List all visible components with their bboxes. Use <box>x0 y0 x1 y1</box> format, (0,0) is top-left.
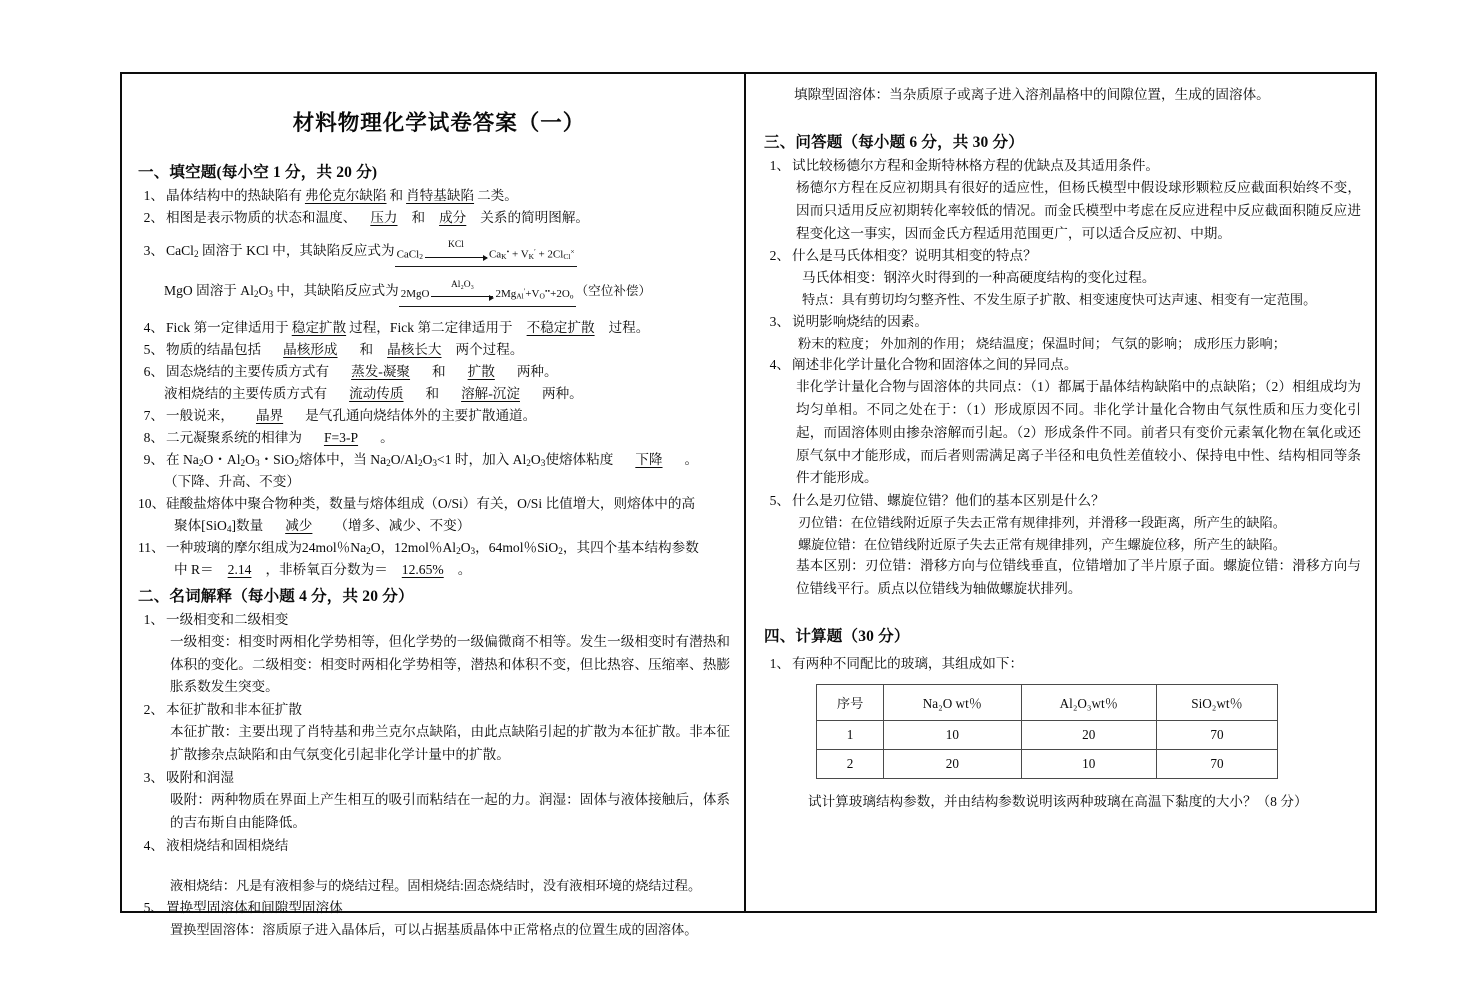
fill-item-5-mid: 和 <box>359 341 374 357</box>
fill-item-10-line1: 硅酸盐熔体中聚合物种类，数量与熔体组成（O/Si）有关，O/Si 比值增大，则熔体中的高 <box>166 495 696 511</box>
fill-item-11-line2 <box>138 559 730 581</box>
term-item-2-number: 2、 <box>143 702 164 718</box>
qa-item-1-question: 试比较杨德尔方程和金斯特林格方程的优缺点及其适用条件。 <box>792 157 1160 173</box>
fill-item-9-answer-1: 下降 <box>635 451 663 467</box>
fill-item-10 <box>138 493 730 515</box>
fill-item-10-line2-post: （增多、减少、不变） <box>334 517 471 533</box>
term-item-5-continuation: 填隙型固溶体：当杂质原子或离子进入溶剂晶格中的间隙位置，生成的固溶体。 <box>794 87 1270 102</box>
term-item-4 <box>138 835 730 857</box>
fill-item-1-post: 二类。 <box>477 188 518 204</box>
term-item-2-term: 本征扩散和非本征扩散 <box>166 702 302 718</box>
fill-item-11-answer-nbo: 12.65% <box>401 561 444 577</box>
fill-item-11-line1-c: O <box>460 539 471 555</box>
fill-item-7 <box>138 405 730 427</box>
eq1-left-sub: 2 <box>419 251 423 261</box>
calc-item-1-tail: 试计算玻璃结构参数，并由结构参数说明该两种玻璃在高温下黏度的大小？（8 分） <box>808 793 1308 809</box>
table-header-row <box>817 684 1278 720</box>
fill-item-11-line2-post: 。 <box>457 561 472 577</box>
fill-item-9: 9、 在 $Na_2O$・$Al_2O_3$・SiO$_2$熔体中，当 $Na_2O/Al_2O_3<1$ 时，加入 $Al_2O_3$使熔体粘度 下降 。 <box>138 449 730 471</box>
fill-item-11-line1-d: ，64mol％SiO <box>475 539 559 555</box>
fill-item-10-line2-pre: 聚体[SiO <box>174 517 227 533</box>
fill-item-9-pre-i: O <box>530 451 541 467</box>
fill-item-8-pre: 二元凝聚系统的相律为 <box>166 429 302 445</box>
fill-item-2-mid: 和 <box>411 210 426 226</box>
fill-item-10-answer-1: 减少 <box>285 517 313 533</box>
table-cell-index: 2 <box>817 749 884 778</box>
section-heading-terminology: 二、名词解释（每小题 4 分，共 20 分） <box>138 587 414 605</box>
fill-item-1 <box>138 185 730 207</box>
fill-item-9-line2: （下降、升高、不变） <box>164 473 300 489</box>
fill-item-11-line1-b: O，12mol％Al <box>370 539 457 555</box>
fill-item-6-line2-answer-1: 流动传质 <box>349 385 404 401</box>
term-item-3-number: 3、 <box>143 769 164 785</box>
term-item-5-answer: 置换型固溶体：溶质原子进入晶体后，可以占据基质晶体中正常格点的位置生成的固溶体。 <box>170 921 698 937</box>
fill-item-11-answer-r: 2.14 <box>227 561 252 577</box>
fill-item-3-lead-a: CaCl <box>166 243 194 259</box>
term-item-1-number: 1、 <box>143 611 164 627</box>
glass-composition-table-wrapper <box>764 684 1361 779</box>
mgo-lead-a: MgO 固溶于 Al <box>164 282 254 298</box>
term-item-3 <box>138 767 730 789</box>
qa-item-5-answer-line1: 刃位错：在位错线附近原子失去正常有规律排列，并滑移一段距离，所产生的缺陷。 <box>798 515 1286 531</box>
fill-item-3-line2 <box>138 279 730 307</box>
table-cell-index: 1 <box>817 720 884 749</box>
fill-item-6-line2-mid: 和 <box>425 385 440 401</box>
fill-item-3-lead-a-sub: 2 <box>193 249 199 260</box>
table-cell-na2o: 20 <box>884 749 1021 778</box>
fill-item-8-answer-1: F=3-P <box>323 429 359 445</box>
fill-item-9-pre-c: O <box>245 451 255 467</box>
qa-item-5-answer-line2: 螺旋位错：在位错线附近原子失去正常有规律排列，产生螺旋位移，所产生的缺陷。 <box>798 536 1286 552</box>
qa-item-2-question: 什么是马氏体相变？说明其相变的特点？ <box>792 248 1037 264</box>
spacer-term-4 <box>138 857 730 875</box>
qa-item-4-answer: 非化学计量化合物与固溶体的共同点：（1）都属于晶体结构缺陷中的点缺陷；（2）相组成均为均匀单相。不同之处在于：（1）形成原因不同。非化学计量化合物由气氛性质和压力变化引起，而固溶体则由掺杂溶解而引起。（2）形成条件不同。前者只有变价元素氧化物在氧化或还原气氛中才能形成，而后者则需满足离子半径和电负性差值较小、保持电中性、结构相同等条件才能形成。 <box>796 379 1361 486</box>
section-heading-short-answer: 三、问答题（每小题 6 分，共 30 分） <box>764 133 1024 151</box>
fill-item-11-line2-mid: ，非桥氧百分数为＝ <box>265 561 388 577</box>
fill-item-11-line2-pre: 中 R＝ <box>174 561 214 577</box>
mgo-lead-c: 中，其缺陷反应式为 <box>276 282 399 298</box>
fill-item-8 <box>138 427 730 449</box>
fill-item-3-number: 3、 <box>143 243 164 259</box>
table-header-al2o3: Al₂O₃wt％ <box>1021 684 1156 720</box>
left-column <box>122 74 746 937</box>
fill-item-9-pre-b: O・Al <box>203 451 241 467</box>
table-row <box>817 720 1278 749</box>
fill-item-4-answer-1: 稳定扩散 <box>291 319 347 335</box>
qa-item-4-question: 阐述非化学计量化合物和固溶体之间的异同点。 <box>792 357 1078 373</box>
term-item-2 <box>138 699 730 721</box>
fill-item-11-number: 11、 <box>138 539 165 555</box>
term-item-5-number: 5、 <box>143 899 164 915</box>
fill-item-7-pre: 一般说来， <box>166 407 234 423</box>
fill-item-9-pre-h: <1 时，加入 Al <box>437 451 527 467</box>
fill-item-1-answer-2: 肖特基缺陷 <box>406 188 475 204</box>
qa-item-3-question: 说明影响烧结的因素。 <box>792 313 928 329</box>
fill-item-2-answer-1: 压力 <box>370 210 398 226</box>
qa-item-5 <box>764 490 1361 512</box>
table-cell-na2o: 10 <box>884 720 1021 749</box>
table-cell-sio2: 70 <box>1157 720 1278 749</box>
eq1-right: Ca <box>488 248 502 261</box>
term-item-1-answer: 一级相变：相变时两相化学势相等，但化学势的一级偏微商不相等。发生一级相变时有潜热和体积的变化。二级相变：相变时两相化学势相等，潜热和体积不变，但比热容、压缩率、热膨胀系数发生突变。 <box>170 633 730 695</box>
fill-item-7-answer-1: 晶界 <box>255 407 284 423</box>
fill-item-4 <box>138 317 730 339</box>
calc-item-1 <box>764 653 1361 675</box>
fill-item-6-number: 6、 <box>143 363 164 379</box>
table-cell-al2o3: 10 <box>1021 749 1156 778</box>
qa-item-4 <box>764 354 1361 376</box>
table-cell-sio2: 70 <box>1157 749 1278 778</box>
fill-item-4-pre: Fick 第一定律适用于 <box>166 319 289 335</box>
fill-item-2 <box>138 207 730 229</box>
fill-item-11-line1-a: 一种玻璃的摩尔组成为24mol％Na <box>166 539 367 555</box>
term-item-4-answer: 液相烧结：凡是有液相参与的烧结过程。固相烧结:固态烧结时，没有液相环境的烧结过程。 <box>170 877 702 893</box>
qa-item-3 <box>764 311 1361 333</box>
fill-item-4-answer-2: 不稳定扩散 <box>526 319 595 335</box>
fill-item-9-pre-a: 在 Na <box>166 451 199 467</box>
fill-item-8-number: 8、 <box>143 429 164 445</box>
exam-paper-frame <box>120 72 1377 937</box>
qa-item-5-question: 什么是刃位错、螺旋位错？他们的基本区别是什么？ <box>792 493 1105 509</box>
term-item-5-term: 置换型固溶体和间隙型固溶体 <box>166 899 343 915</box>
table-header-na2o: Na₂O wt％ <box>884 684 1021 720</box>
term-item-1 <box>138 609 730 631</box>
eq2-arrow-label: Al₂O₃ <box>450 280 474 291</box>
fill-item-1-number: 1、 <box>143 188 164 204</box>
fill-item-3-lead-b: 固溶于 KCl 中，其缺陷反应式为 <box>201 243 395 259</box>
fill-item-2-answer-2: 成分 <box>439 210 467 226</box>
qa-item-3-answer: 粉末的粒度； 外加剂的作用； 烧结温度；保温时间； 气氛的影响； 成形压力影响； <box>798 335 1286 351</box>
table-cell-al2o3: 20 <box>1021 720 1156 749</box>
term-item-1-term: 一级相变和二级相变 <box>166 611 289 627</box>
qa-item-5-answer-line3: 基本区别：刃位错：滑移方向与位错线垂直，位错增加了半片原子面。螺旋位错：滑移方向与位错线平行。质点以位错线为轴做螺旋状排列。 <box>796 558 1361 596</box>
glass-composition-table <box>816 684 1278 779</box>
fill-item-4-mid: 过程，Fick 第二定律适用于 <box>349 319 513 335</box>
eq1-arrow-icon <box>425 239 487 262</box>
term-item-3-term: 吸附和润湿 <box>166 769 234 785</box>
qa-item-2 <box>764 245 1361 267</box>
eq1-left: CaCl <box>396 248 420 261</box>
fill-item-7-post: 是气孔通向烧结体外的主要扩散通道。 <box>305 407 537 423</box>
table-row <box>817 749 1278 778</box>
fill-item-6-pre: 固态烧结的主要传质方式有 <box>166 363 330 379</box>
fill-item-5-post: 两个过程。 <box>455 341 524 357</box>
fill-item-6 <box>138 361 730 383</box>
fill-item-5-answer-2: 晶核长大 <box>387 341 442 357</box>
fill-item-1-answer-1: 弗伦克尔缺陷 <box>304 188 387 204</box>
qa-item-5-number: 5、 <box>769 493 790 509</box>
mgo-lead-b: O <box>258 282 269 298</box>
fill-item-5-pre: 物质的结晶包括 <box>166 341 262 357</box>
fill-item-6-line2-post: 两种。 <box>542 385 583 401</box>
fill-item-6-line2 <box>138 383 730 405</box>
mgo-lead-sub1: 2 <box>253 288 259 299</box>
fill-item-9-pre-f: O/Al <box>390 451 418 467</box>
fill-item-1-mid: 和 <box>389 188 404 204</box>
fill-item-6-line2-answer-2: 溶解-沉淀 <box>461 385 520 401</box>
qa-item-1-answer: 杨德尔方程在反应初期具有很好的适应性，但杨氏模型中假设球形颗粒反应截面积始终不变，因而只适用反应初期转化率较低的情况。而金氏模型中考虑在反应进程中反应截面积随反应进程变化这一事实，因而金氏方程适用范围更广，可以适合反应初、中期。 <box>796 179 1361 241</box>
fill-item-8-post: 。 <box>380 429 394 445</box>
fill-item-11-line1-e: ，其四个基本结构参数 <box>562 539 699 555</box>
fill-item-9-pre-d: ・SiO <box>259 451 295 467</box>
fill-item-9-pre-j: 使熔体粘度 <box>545 451 614 467</box>
fill-item-7-number: 7、 <box>143 407 164 423</box>
qa-item-1-number: 1、 <box>769 157 790 173</box>
fill-item-5-number: 5、 <box>143 341 164 357</box>
term-item-2-answer: 本征扩散：主要出现了肖特基和弗兰克尔点缺陷，由此点缺陷引起的扩散为本征扩散。非本征扩散掺杂点缺陷和由气氛变化引起非化学计量中的扩散。 <box>170 724 730 763</box>
fill-item-6-answer-1: 蒸发-凝聚 <box>351 363 411 379</box>
term-item-5 <box>138 897 730 919</box>
fill-item-2-number: 2、 <box>143 210 164 226</box>
mgo-note: （空位补偿） <box>575 283 652 298</box>
fill-item-10-line2-sub: 4 <box>226 523 232 534</box>
fill-item-9-pre-g: O <box>422 451 433 467</box>
fill-item-9-post: 。 <box>684 451 699 467</box>
fill-item-4-post: 过程。 <box>608 319 650 335</box>
mgo-lead-sub2: 3 <box>268 288 273 299</box>
fill-item-4-number: 4、 <box>143 319 164 335</box>
fill-item-2-pre: 相图是表示物质的状态和温度、 <box>166 210 357 226</box>
calc-item-1-number: 1、 <box>769 655 790 671</box>
fill-item-1-pre: 晶体结构中的热缺陷有 <box>166 188 302 204</box>
fill-item-10-line2 <box>138 515 730 537</box>
term-item-3-answer: 吸附：两种物质在界面上产生相互的吸引而粘结在一起的力。润湿：固体与液体接触后，体系的吉布斯自由能降低。 <box>170 791 730 830</box>
qa-item-3-number: 3、 <box>769 313 790 329</box>
term-item-4-term: 液相烧结和固相烧结 <box>166 837 289 853</box>
fill-item-9-number: 9、 <box>143 451 164 467</box>
qa-item-2-answer-line2: 特点：具有剪切均匀整齐性、不发生原子扩散、相变速度快可达声速、相变有一定范围。 <box>802 292 1317 308</box>
qa-item-4-number: 4、 <box>769 357 790 373</box>
right-column <box>746 74 1375 911</box>
fill-item-6-mid: 和 <box>432 363 446 379</box>
fill-item-10-line2-mid: ]数量 <box>231 517 264 533</box>
fill-item-10-number: 10、 <box>138 495 166 511</box>
calc-item-1-lead: 有两种不同配比的玻璃，其组成如下： <box>792 655 1024 671</box>
defect-equation-mgo: 2MgO Al₂O₃ $2Mg_{Al}'+V_O^{••}+2O_o$ <box>399 285 576 307</box>
fill-item-6-line2-pre: 液相烧结的主要传质方式有 <box>164 385 328 401</box>
section-heading-calculation: 四、计算题（30 分） <box>764 627 910 645</box>
fill-item-2-post: 关系的简明图解。 <box>480 210 590 226</box>
fill-item-6-answer-2: 扩散 <box>467 363 495 379</box>
fill-item-11: 11、一种玻璃的摩尔组成为24mol％$Na_2O$，12mol％$Al_2O_3$，64mol％SiO$_2$，其四个基本结构参数 <box>138 537 730 559</box>
defect-equation-cacl2: CaCl$_2$ KCl $Ca_K^• + V_K' + 2Cl_{Cl}^\times$ <box>395 246 577 267</box>
fill-item-6-post: 两种。 <box>516 363 558 379</box>
qa-item-1 <box>764 155 1361 177</box>
term-item-4-number: 4、 <box>143 837 164 853</box>
table-header-sio2: SiO₂wt％ <box>1157 684 1278 720</box>
eq1-arrow-label: KCl <box>448 239 464 250</box>
fill-item-9-pre-e: 熔体中，当 Na <box>298 451 387 467</box>
eq2-arrow-icon <box>431 280 493 301</box>
fill-item-5-answer-1: 晶核形成 <box>283 341 338 357</box>
qa-item-2-answer-line1: 马氏体相变：钢淬火时得到的一种高硬度结构的变化过程。 <box>802 270 1156 286</box>
fill-item-3 <box>138 240 730 267</box>
section-heading-fill-in-blank: 一、填空题(每小空 1 分，共 20 分) <box>138 164 378 181</box>
qa-item-2-number: 2、 <box>769 248 790 264</box>
fill-item-5 <box>138 339 730 361</box>
page-title: 材料物理化学试卷答案（一） <box>292 111 586 135</box>
table-header-index: 序号 <box>817 684 884 720</box>
